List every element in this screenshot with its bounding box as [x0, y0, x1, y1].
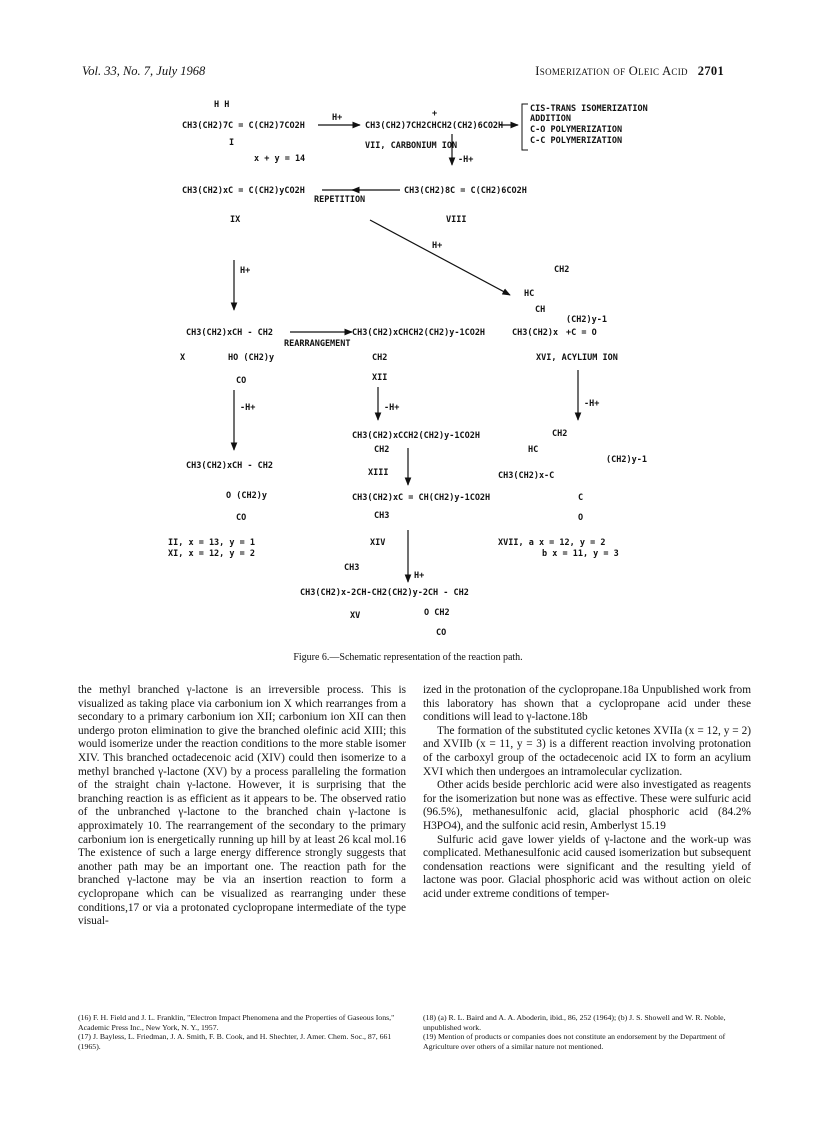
xvii-carbonyl-c: C: [578, 493, 584, 503]
hplus-label-1: H+: [332, 113, 343, 123]
page-number: 2701: [697, 64, 724, 78]
compound-xiv-ch3: CH3: [374, 511, 390, 521]
right-paragraph-1: ized in the protonation of the cyclopropane.18a Unpublished work from this laboratory has shown that a cyclopropane acid under these conditions will lead to γ-lactone.18b: [423, 684, 751, 724]
compound-ix-formula: CH3(CH2)xC = C(CH2)yCO2H: [182, 186, 305, 196]
compound-xii-formula: CH3(CH2)xCHCH2(CH2)y-1CO2H: [352, 328, 486, 338]
compound-x-co: CO: [236, 376, 247, 386]
xv-ring: O CH2: [424, 608, 450, 618]
xvii-chain: (CH2)y-1: [606, 455, 647, 465]
lactone-ring: O (CH2)y: [226, 491, 267, 501]
compound-label-vii: VII, CARBONIUM ION: [365, 141, 458, 151]
rearrangement-label: REARRANGEMENT: [284, 339, 351, 349]
carbonium-ion-vii-formula: CH3(CH2)7CH2CHCH2(CH2)6CO2H: [365, 121, 504, 131]
hplus-label-2: H+: [240, 266, 251, 276]
xv-co: CO: [436, 628, 447, 638]
arrow-ix-to-xvi: [370, 220, 510, 295]
xvi-acylium: +C = O: [566, 328, 597, 338]
figure-caption: Figure 6.—Schematic representation of the reaction path.: [293, 652, 523, 663]
lactone-formula: CH3(CH2)xCH - CH2: [186, 461, 273, 471]
box-line-3: C-O POLYMERIZATION: [530, 125, 623, 135]
minus-h-label-1: -H+: [458, 155, 474, 165]
footnote-17: (17) J. Bayless, L. Friedman, J. A. Smith, F. B. Cook, and H. Shechter, J. Amer. Chem. Soc., 87, 661 (1965).: [78, 1032, 392, 1051]
xvi-ch: CH: [535, 305, 546, 315]
compound-label-xv: XV: [350, 611, 361, 621]
left-paragraph-1: the methyl branched γ-lactone is an irreversible process. This is visualized as taking place via carbonium ion X which rearranges from a secondary to a primary carbonium ion XII; carbonium ion XII can then undergo proton elimination to give the branched olefinic acid XIII; this would isomerize under the reaction conditions to the more stable isomer XIV. This branched octadecenoic acid (XIV) could then isomerize to a methyl branched γ-lactone (XV) by a process paralleling the formation of the straight chain γ-lactone. However, it is surprising that the branching reaction is as efficient as it appears to be. The observed ratio of the unbranched γ-lactone to the branched chain γ-lactone is approximately 10. The rearrangement of the secondary to the primary carbonium ion is energetically running up hill by at least 26 kcal mol.16 The existence of such a large energy difference strongly suggests that another path may be an important one. The reaction path for the branched γ-lactone may be via an insertion reaction to form a cyclopropane which can be visualized as rearranging under these conditions,17 or via a protonated cyclopropane intermediate of the type visual-: [78, 684, 406, 928]
compound-label-ix: IX: [230, 215, 241, 225]
compound-x-formula: CH3(CH2)xCH - CH2: [186, 328, 273, 338]
xvi-hc: HC: [524, 289, 535, 299]
minus-h-label-4: -H+: [584, 399, 600, 409]
box-line-2: ADDITION: [530, 114, 571, 124]
x-plus-y-equals-14: x + y = 14: [254, 154, 306, 164]
minus-h-label-3: -H+: [384, 403, 400, 413]
right-paragraph-2: The formation of the substituted cyclic ketones XVIIa (x = 12, y = 2) and XVIIb (x = 11, y = 3) is a different reaction involving protonation of the carboxyl group of the octadecenoic acid IX to form an acylium XVI which then undergoes an intramolecular cyclization.: [423, 724, 751, 778]
oleic-acid-formula: CH3(CH2)7C = C(CH2)7CO2H: [182, 121, 305, 131]
right-paragraph-3: Other acids beside perchloric acid were also investigated as reagents for the isomerization but none was as effective. These were sulfuric acid (96.5%), methanesulfonic acid, glacial phosphoric acid (84.2% H3PO4), and the sulfonic acid resin, Amberlyst 15.19: [423, 779, 751, 832]
hplus-label-3: H+: [432, 241, 443, 251]
compound-x-hydroxy: HO (CH2)y: [228, 353, 275, 363]
xvii-values-a: XVII, a x = 12, y = 2: [498, 538, 606, 548]
compound-xiv-formula: CH3(CH2)xC = CH(CH2)y-1CO2H: [352, 493, 491, 503]
compound-label-i: I: [229, 138, 235, 148]
xv-ch3: CH3: [344, 563, 360, 573]
running-header-volume: Vol. 33, No. 7, July 1968: [82, 64, 206, 78]
xvi-chain: (CH2)y-1: [566, 315, 607, 325]
running-header-title: [535, 64, 724, 79]
compound-label-xiii: XIII: [368, 468, 389, 478]
xvi-formula: CH3(CH2)x: [512, 328, 559, 338]
label-xi-values: XI, x = 12, y = 2: [168, 549, 255, 559]
text-column-right: [423, 684, 751, 902]
xvi-ch2: CH2: [554, 265, 570, 275]
footnote-19: (19) Mention of products or companies does not constitute an endorsement by the Department of Agriculture over others of a similar nature not mentioned.: [423, 1032, 726, 1051]
text-column-left: [78, 684, 406, 929]
vii-plus-charge: +: [432, 109, 438, 119]
compound-label-xvi: XVI, ACYLIUM ION: [536, 353, 618, 363]
compound-xiii-formula: CH3(CH2)xCCH2(CH2)y-1CO2H: [352, 431, 480, 441]
box-line-4: C-C POLYMERIZATION: [530, 136, 623, 146]
footnote-18: (18) (a) R. L. Baird and A. A. Aboderin, ibid., 86, 252 (1964); (b) J. S. Showell and W. R. Noble, unpublished work.: [423, 1013, 726, 1032]
xvii-hc: HC: [528, 445, 539, 455]
footnotes-left: [78, 1013, 408, 1051]
compound-label-xii: XII: [372, 373, 388, 383]
xvii-carbonyl-o: O: [578, 513, 584, 523]
footnotes-right: [423, 1013, 753, 1051]
hplus-label-4: H+: [414, 571, 425, 581]
footnote-16: (16) F. H. Field and J. L. Franklin, "Electron Impact Phenomena and the Properties of Gaseous Ions," Academic Press Inc., New York, N. Y., 1957.: [78, 1013, 395, 1032]
xvii-ch2: CH2: [552, 429, 568, 439]
reaction-scheme-figure: [0, 90, 816, 660]
compound-label-viii: VIII: [446, 215, 467, 225]
compound-xii-ch2: CH2: [372, 353, 388, 363]
header-title: Isomerization of Oleic Acid: [535, 64, 688, 78]
compound-label-xiv: XIV: [370, 538, 386, 548]
box-line-1: CIS-TRANS ISOMERIZATION: [530, 104, 648, 114]
xvii-values-b: b x = 11, y = 3: [542, 549, 619, 559]
xvii-formula: CH3(CH2)x-C: [498, 471, 555, 481]
minus-h-label-2: -H+: [240, 403, 256, 413]
reaction-options-bracket: [522, 104, 528, 150]
oleic-h-atoms: H H: [214, 100, 230, 110]
lactone-co: CO: [236, 513, 247, 523]
compound-label-x: X: [180, 353, 186, 363]
repetition-label: REPETITION: [314, 195, 366, 205]
compound-viii-formula: CH3(CH2)8C = C(CH2)6CO2H: [404, 186, 527, 196]
right-paragraph-4: Sulfuric acid gave lower yields of γ-lactone and the work-up was complicated. Methanesulfonic acid caused isomerization but subsequent condensation reactions were significant and the resulting yield of lactone was poor. Glacial phosphoric acid was without action on oleic acid under extreme conditions of temper-: [423, 833, 751, 900]
compound-xiii-ch2: CH2: [374, 445, 390, 455]
reaction-scheme-svg: [0, 90, 816, 660]
label-ii-values: II, x = 13, y = 1: [168, 538, 255, 548]
compound-xv-formula: CH3(CH2)x-2CH-CH2(CH2)y-2CH - CH2: [300, 588, 469, 598]
